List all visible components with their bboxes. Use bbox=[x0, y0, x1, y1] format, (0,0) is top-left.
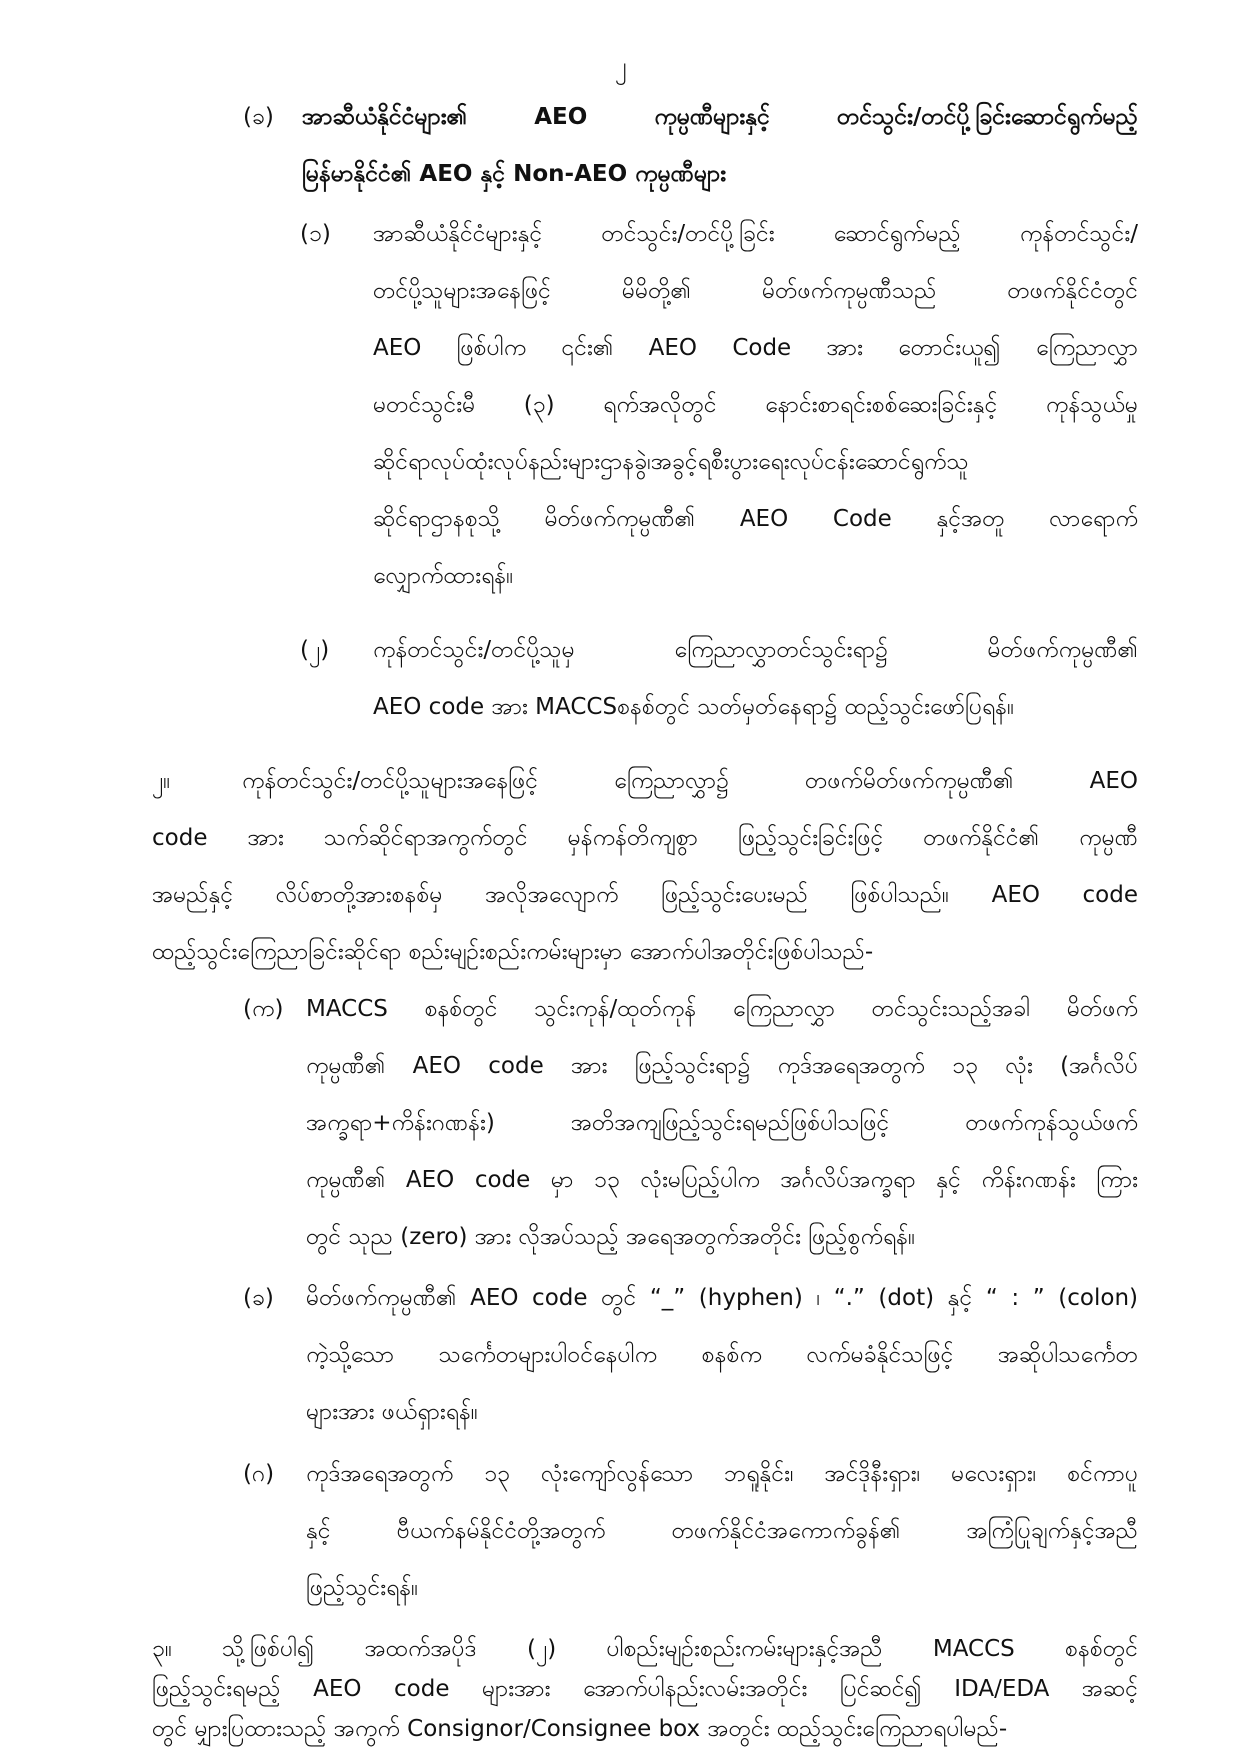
section-1-item-1-line: ဆိုင်ရာလုပ်ထုံးလုပ်နည်းများဌာနခွဲ၊အခွင့်ရစီးပွားရေးလုပ်ငန်းဆောင်ရွက်သူ bbox=[373, 449, 969, 475]
section-2-item-ga-line: နှင့် ဗီယက်နမ်နိုင်ငံတို့အတွက် တဖက်နိုင်ငံအကောက်ခွန်၏ အကြံပြုချက်နှင့်အညီ bbox=[306, 1518, 1138, 1544]
section-2-item-ka-line: MACCS စနစ်တွင် သွင်းကုန်/ထုတ်ကုန် ကြေညာလွှာ တင်သွင်းသည့်အခါ မိတ်ဖက် bbox=[306, 996, 1138, 1022]
section-1-item-1-line: ဆိုင်ရာဌာနစုသို့ မိတ်ဖက်ကုမ္ပဏီ၏ AEO Code နှင့်အတူ လာရောက် bbox=[373, 506, 1138, 532]
section-3-line: တွင် မျှားပြထားသည့် အကွက် Consignor/Consignee box အတွင်း ထည့်သွင်းကြေညာရပါမည်- bbox=[152, 1716, 1008, 1742]
section-2-item-ka-line: အက္ခရာ+ကိန်းဂဏန်း) အတိအကျဖြည့်သွင်းရမည်ဖြစ်ပါသဖြင့် တဖက်ကုန်သွယ်ဖက် bbox=[306, 1110, 1138, 1136]
page-number: ၂ bbox=[614, 52, 627, 80]
section-1-item-1-marker: (၁) bbox=[300, 221, 331, 247]
section-1-item-1-line: တင်ပို့သူများအနေဖြင့် မိမိတို့၏ မိတ်ဖက်ကုမ္ပဏီသည် တဖက်နိုင်ငံတွင် bbox=[373, 278, 1138, 304]
section-2-item-ka-marker: (က) bbox=[243, 996, 284, 1022]
section-2-item-ga-line: ဖြည့်သွင်းရန်။ bbox=[306, 1575, 419, 1601]
section-1-item-1-line: မတင်သွင်းမီ (၃) ရက်အလိုတွင် နောင်းစာရင်းစစ်ဆေးခြင်းနှင့် ကုန်သွယ်မှု bbox=[373, 392, 1138, 418]
section-1-marker: (ခ) bbox=[243, 104, 274, 130]
section-1-item-1-line: အာဆီယံနိုင်ငံများနှင့် တင်သွင်း/တင်ပို့ခြင်း ဆောင်ရွက်မည့် ကုန်တင်သွင်း/ bbox=[373, 221, 1138, 247]
section-2-item-ka-line: တွင် သုည (zero) အား လိုအပ်သည့် အရေအတွက်အတိုင်း ဖြည့်စွက်ရန်။ bbox=[306, 1224, 916, 1250]
section-2-item-kha-line: မိတ်ဖက်ကုမ္ပဏီ၏ AEO code တွင် “_” (hyphen) ၊ “.” (dot) နှင့် “ : ” (colon) bbox=[306, 1285, 1138, 1311]
section-2-item-ga-marker: (ဂ) bbox=[243, 1461, 275, 1487]
section-1-item-2-marker: (၂) bbox=[300, 637, 330, 663]
section-1-heading-line-2: မြန်မာနိုင်ငံ၏ AEO နှင့် Non-AEO ကုမ္ပဏီများ bbox=[302, 161, 727, 187]
section-2-line: code အား သက်ဆိုင်ရာအကွက်တွင် မှန်ကန်တိကျစွာ ဖြည့်သွင်းခြင်းဖြင့် တဖက်နိုင်ငံ၏ ကုမ္ပဏီ bbox=[152, 825, 1138, 851]
section-3-line: သို့ဖြစ်ပါ၍ အထက်အပိုဒ် (၂) ပါစည်းမျဉ်းစည်းကမ်းများနှင့်အညီ MACCS စနစ်တွင် bbox=[222, 1636, 1138, 1662]
section-3-marker: ၃။ bbox=[152, 1636, 172, 1662]
section-2-item-kha-line: ကဲ့သို့သော သင်္ကေတများပါဝင်နေပါက စနစ်က လက်မခံနိုင်သဖြင့် အဆိုပါသင်္ကေတ bbox=[306, 1342, 1138, 1368]
section-2-item-kha-line: များအား ဖယ်ရှားရန်။ bbox=[306, 1399, 478, 1425]
section-1-item-2-line: AEO code အား MACCSစနစ်တွင် သတ်မှတ်နေရာ၌ ထည့်သွင်းဖော်ပြရန်။ bbox=[373, 694, 1015, 720]
section-2-line: ထည့်သွင်းကြေညာခြင်းဆိုင်ရာ စည်းမျဉ်းစည်းကမ်းများမှာ အောက်ပါအတိုင်းဖြစ်ပါသည်- bbox=[152, 939, 874, 965]
section-2-marker: ၂။ bbox=[152, 768, 171, 794]
section-2-item-kha-marker: (ခ) bbox=[243, 1285, 274, 1311]
section-1-item-1-line: AEO ဖြစ်ပါက ၎င်း၏ AEO Code အား တောင်းယူ၍ ကြေညာလွှာ bbox=[373, 335, 1138, 361]
section-2-line: အမည်နှင့် လိပ်စာတို့အားစနစ်မှ အလိုအလျောက် ဖြည့်သွင်းပေးမည် ဖြစ်ပါသည်။ AEO code bbox=[152, 882, 1138, 908]
section-2-item-ka-line: ကုမ္ပဏီ၏ AEO code အား ဖြည့်သွင်းရာ၌ ကုဒ်အရေအတွက် ၁၃ လုံး (အင်္ဂလိပ် bbox=[306, 1053, 1138, 1079]
section-2-line: ကုန်တင်သွင်း/တင်ပို့သူများအနေဖြင့် ကြေညာလွှာ၌ တဖက်မိတ်ဖက်ကုမ္ပဏီ၏ AEO bbox=[242, 768, 1138, 794]
section-1-item-2-line: ကုန်တင်သွင်း/တင်ပို့သူမှ ကြေညာလွှာတင်သွင်းရာ၌ မိတ်ဖက်ကုမ္ပဏီ၏ bbox=[373, 637, 1138, 663]
section-3-line: ဖြည့်သွင်းရမည့် AEO code များအား အောက်ပါနည်းလမ်းအတိုင်း ပြင်ဆင်၍ IDA/EDA အဆင့် bbox=[152, 1676, 1138, 1702]
section-1-item-1-line: လျှောက်ထားရန်။ bbox=[373, 563, 514, 589]
section-1-heading-line-1: အာဆီယံနိုင်ငံများ၏ AEO ကုမ္ပဏီများနှင့် တင်သွင်း/တင်ပို့ခြင်းဆောင်ရွက်မည့် bbox=[302, 104, 1138, 130]
section-2-item-ga-line: ကုဒ်အရေအတွက် ၁၃ လုံးကျော်လွန်သော ဘရူနိုင်း၊ အင်ဒိုနီးရှား၊ မလေးရှား၊ စင်ကာပူ bbox=[306, 1461, 1138, 1487]
section-2-item-ka-line: ကုမ္ပဏီ၏ AEO code မှာ ၁၃ လုံးမပြည့်ပါက အင်္ဂလိပ်အက္ခရာ နှင့် ကိန်းဂဏန်း ကြား bbox=[306, 1167, 1138, 1193]
